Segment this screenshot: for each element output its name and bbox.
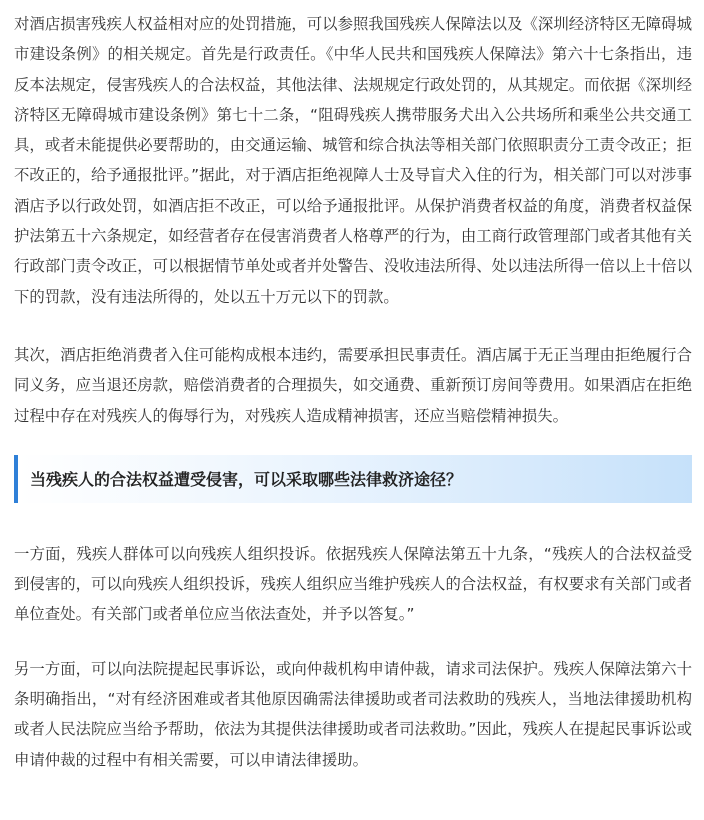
paragraph-spacer <box>14 630 692 654</box>
paragraph-litigation: 另一方面，可以向法院提起民事诉讼，或向仲裁机构申请仲裁，请求司法保护。残疾人保障法第六十条明确指出，“对有经济困难或者其他原因确需法律援助或者司法救助的残疾人，当地法律援助机构或者人民法院应当给予帮助，依法为其提供法律援助或者司法救助。”因此，残疾人在提起民事诉讼或申请仲裁的过程中有相关需要，可以申请法律援助。 <box>14 659 692 769</box>
section-spacer <box>14 431 692 455</box>
paragraph-complaint: 一方面，残疾人群体可以向残疾人组织投诉。依据残疾人保障法第五十九条，“残疾人的合法权益受到侵害的，可以向残疾人组织投诉，残疾人组织应当维护残疾人的合法权益，有权要求有关部门或者单位查处。有关部门或者单位应当依法查处，并予以答复。” <box>14 544 692 624</box>
section-heading-box <box>14 455 692 503</box>
paragraph-penalties: 对酒店损害残疾人权益相对应的处罚措施，可以参照我国残疾人保障法以及《深圳经济特区无障碍城市建设条例》的相关规定。首先是行政责任。《中华人民共和国残疾人保障法》第六十七条指出，违反本法规定，侵害残疾人的合法权益，其他法律、法规规定行政处罚的，从其规定。而依据《深圳经济特区无障碍城市建设条例》第七十二条，“阻碍残疾人携带服务犬出入公共场所和乘坐公共交通工具，或者未能提供必要帮助的，由交通运输、城管和综合执法等相关部门依照职责分工责令改正；拒不改正的，给予通报批评。”据此，对于酒店拒绝视障人士及导盲犬入住的行为，相关部门可以对涉事酒店予以行政处罚，如酒店拒不改正，可以给予通报批评。从保护消费者权益的角度，消费者权益保护法第五十六条规定，如经营者存在侵害消费者人格尊严的行为，由工商行政管理部门或者其他有关行政部门责令改正，可以根据情节单处或者并处警告、没收违法所得、处以违法所得一倍以上十倍以下的罚款，没有违法所得的，处以五十万元以下的罚款。 <box>14 15 692 306</box>
paragraph-civil-liability: 其次，酒店拒绝消费者入住可能构成根本违约，需要承担民事责任。酒店属于无正当理由拒绝履行合同义务，应当退还房款，赔偿消费者的合理损失，如交通费、重新预订房间等费用。如果酒店在拒绝过程中存在对残疾人的侮辱行为，对残疾人造成精神损害，还应当赔偿精神损失。 <box>14 345 692 425</box>
section-heading: 当残疾人的合法权益遭受侵害，可以采取哪些法律救济途径？ <box>30 470 463 490</box>
paragraph-spacer <box>14 312 692 340</box>
section-spacer <box>14 503 692 539</box>
